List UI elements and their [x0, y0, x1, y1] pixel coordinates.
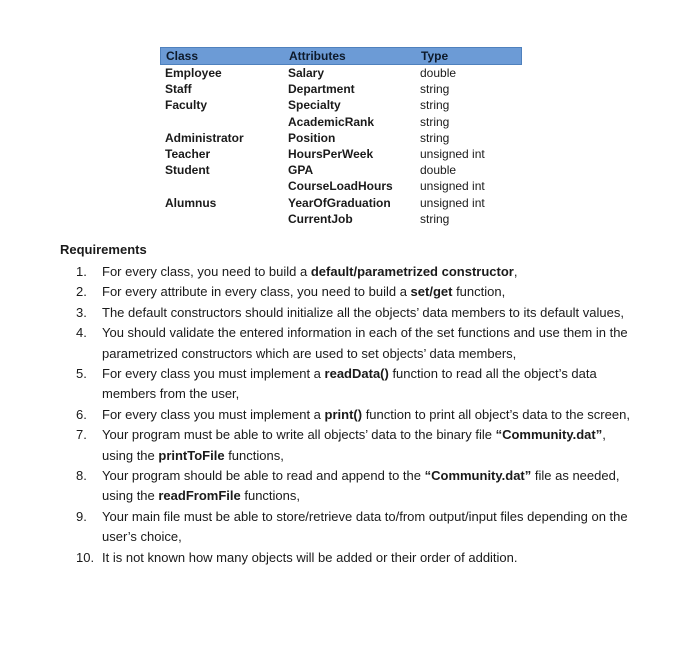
table-row: [160, 97, 522, 113]
requirement-text: [102, 507, 636, 548]
requirement-text-segment: Your main file must be able to store/retrieve data to/from output/input files depending on the user’s choice,: [102, 508, 628, 545]
requirement-text: [102, 262, 636, 282]
type-cell: string: [420, 82, 450, 97]
requirement-text-segment: Your program should be able to read and append to the: [102, 468, 425, 484]
requirement-number: 3.: [76, 304, 87, 320]
class-cell: Administrator: [165, 130, 244, 145]
requirement-text-segment: functions,: [240, 488, 300, 504]
header-attributes: Attributes: [289, 49, 346, 63]
table-body: [160, 65, 522, 227]
requirement-item: [76, 548, 636, 568]
requirement-text: [102, 405, 636, 425]
requirement-emphasis: printToFile: [158, 447, 225, 463]
requirement-text-segment: function to print all object’s data to the screen,: [362, 406, 630, 422]
requirement-text: [102, 548, 636, 568]
class-cell: Staff: [165, 82, 192, 97]
table-row: [160, 114, 522, 130]
table-header-row: [160, 47, 522, 65]
requirement-item: [76, 282, 636, 302]
type-cell: unsigned int: [420, 179, 485, 194]
requirement-text-segment: ,: [513, 264, 518, 279]
attribute-cell: AcademicRank: [288, 114, 375, 129]
type-cell: double: [420, 66, 457, 80]
attribute-cell: CurrentJob: [288, 211, 353, 226]
type-cell: string: [420, 114, 450, 129]
requirement-text-segment: Your program must be able to write all objects’ data to the binary file: [102, 427, 496, 443]
table-row: [160, 81, 522, 97]
requirement-number: 6.: [76, 406, 87, 422]
table-row: [160, 65, 522, 81]
class-cell: [160, 114, 288, 130]
attribute-cell: Position: [288, 130, 336, 145]
requirement-text-segment: You should validate the entered information in each of the set functions and use them in the parametrized constructors which are used to set objects’ data members,: [102, 325, 628, 361]
requirement-number: 2.: [76, 284, 87, 300]
requirement-text-segment: functions,: [224, 447, 284, 463]
requirement-text: [102, 323, 636, 364]
requirement-emphasis: default/parametrized constructor: [310, 264, 514, 279]
requirement-emphasis: set/get: [410, 284, 453, 300]
header-class: Class: [166, 49, 199, 63]
attribute-cell: Salary: [288, 66, 325, 80]
requirement-emphasis: print(): [324, 406, 363, 422]
type-cell: unsigned int: [420, 147, 485, 162]
table-row: [160, 162, 522, 178]
requirement-item: [76, 507, 636, 548]
requirement-item: [76, 405, 636, 425]
class-cell: Teacher: [165, 147, 211, 162]
requirement-item: [76, 323, 636, 364]
requirement-text: [102, 425, 636, 466]
class-cell: Student: [165, 163, 210, 178]
class-cell: Alumnus: [165, 195, 217, 210]
requirement-text-segment: For every class you must implement a: [102, 366, 325, 382]
requirement-text: [102, 364, 636, 405]
requirement-text: [102, 282, 636, 302]
class-cell: [160, 178, 288, 194]
requirement-text: [102, 303, 636, 323]
type-cell: string: [420, 98, 450, 113]
table-row: [160, 146, 522, 162]
table-row: [160, 178, 522, 194]
requirement-emphasis: readFromFile: [158, 488, 241, 504]
requirement-item: [76, 466, 636, 507]
class-cell: Employee: [165, 66, 222, 80]
table-row: [160, 130, 522, 146]
requirement-text: [102, 466, 636, 507]
requirement-number: 10.: [76, 549, 95, 565]
requirement-text-segment: It is not known how many objects will be added or their order of addition.: [102, 549, 518, 565]
requirement-item: [76, 262, 636, 282]
requirement-text-segment: For every class, you need to build a: [102, 264, 311, 279]
requirement-emphasis: readData(): [324, 366, 389, 382]
class-attributes-table: [160, 47, 522, 227]
requirement-item: [76, 303, 636, 323]
requirement-emphasis: “Community.dat”: [495, 427, 603, 443]
type-cell: double: [420, 163, 457, 178]
requirement-number: 4.: [76, 325, 87, 341]
requirement-item: [76, 364, 636, 405]
requirement-number: 9.: [76, 508, 87, 524]
requirement-number: 1.: [76, 264, 87, 279]
attribute-cell: Specialty: [288, 98, 341, 113]
attribute-cell: HoursPerWeek: [288, 147, 374, 162]
table-row: [160, 195, 522, 211]
class-cell: Faculty: [165, 98, 208, 113]
class-cell: [160, 211, 288, 227]
attribute-cell: CourseLoadHours: [288, 179, 393, 194]
requirement-number: 5.: [76, 366, 87, 382]
type-cell: unsigned int: [420, 195, 485, 210]
requirement-number: 7.: [76, 427, 87, 443]
requirement-text-segment: function to read all the object’s data members from the user,: [102, 366, 597, 402]
attribute-cell: YearOfGraduation: [288, 195, 391, 210]
requirement-emphasis: “Community.dat”: [424, 468, 532, 484]
requirement-text-segment: For every class you must implement a: [102, 406, 325, 422]
attribute-cell: Department: [288, 82, 355, 97]
requirement-text-segment: file as needed, using the: [102, 468, 620, 504]
requirement-item: [76, 425, 636, 466]
requirement-text-segment: function,: [452, 284, 506, 300]
requirement-text-segment: For every attribute in every class, you need to build a: [102, 284, 411, 300]
type-cell: string: [420, 211, 450, 226]
table-row: [160, 211, 522, 227]
requirement-number: 8.: [76, 468, 87, 484]
requirements-list: [76, 262, 636, 568]
requirements-title: Requirements: [60, 242, 147, 257]
requirement-text-segment: The default constructors should initialize all the objects’ data members to its default values,: [102, 304, 624, 320]
requirement-text-segment: , using the: [102, 427, 606, 463]
type-cell: string: [420, 130, 450, 145]
attribute-cell: GPA: [288, 163, 314, 178]
header-type: Type: [421, 49, 449, 63]
